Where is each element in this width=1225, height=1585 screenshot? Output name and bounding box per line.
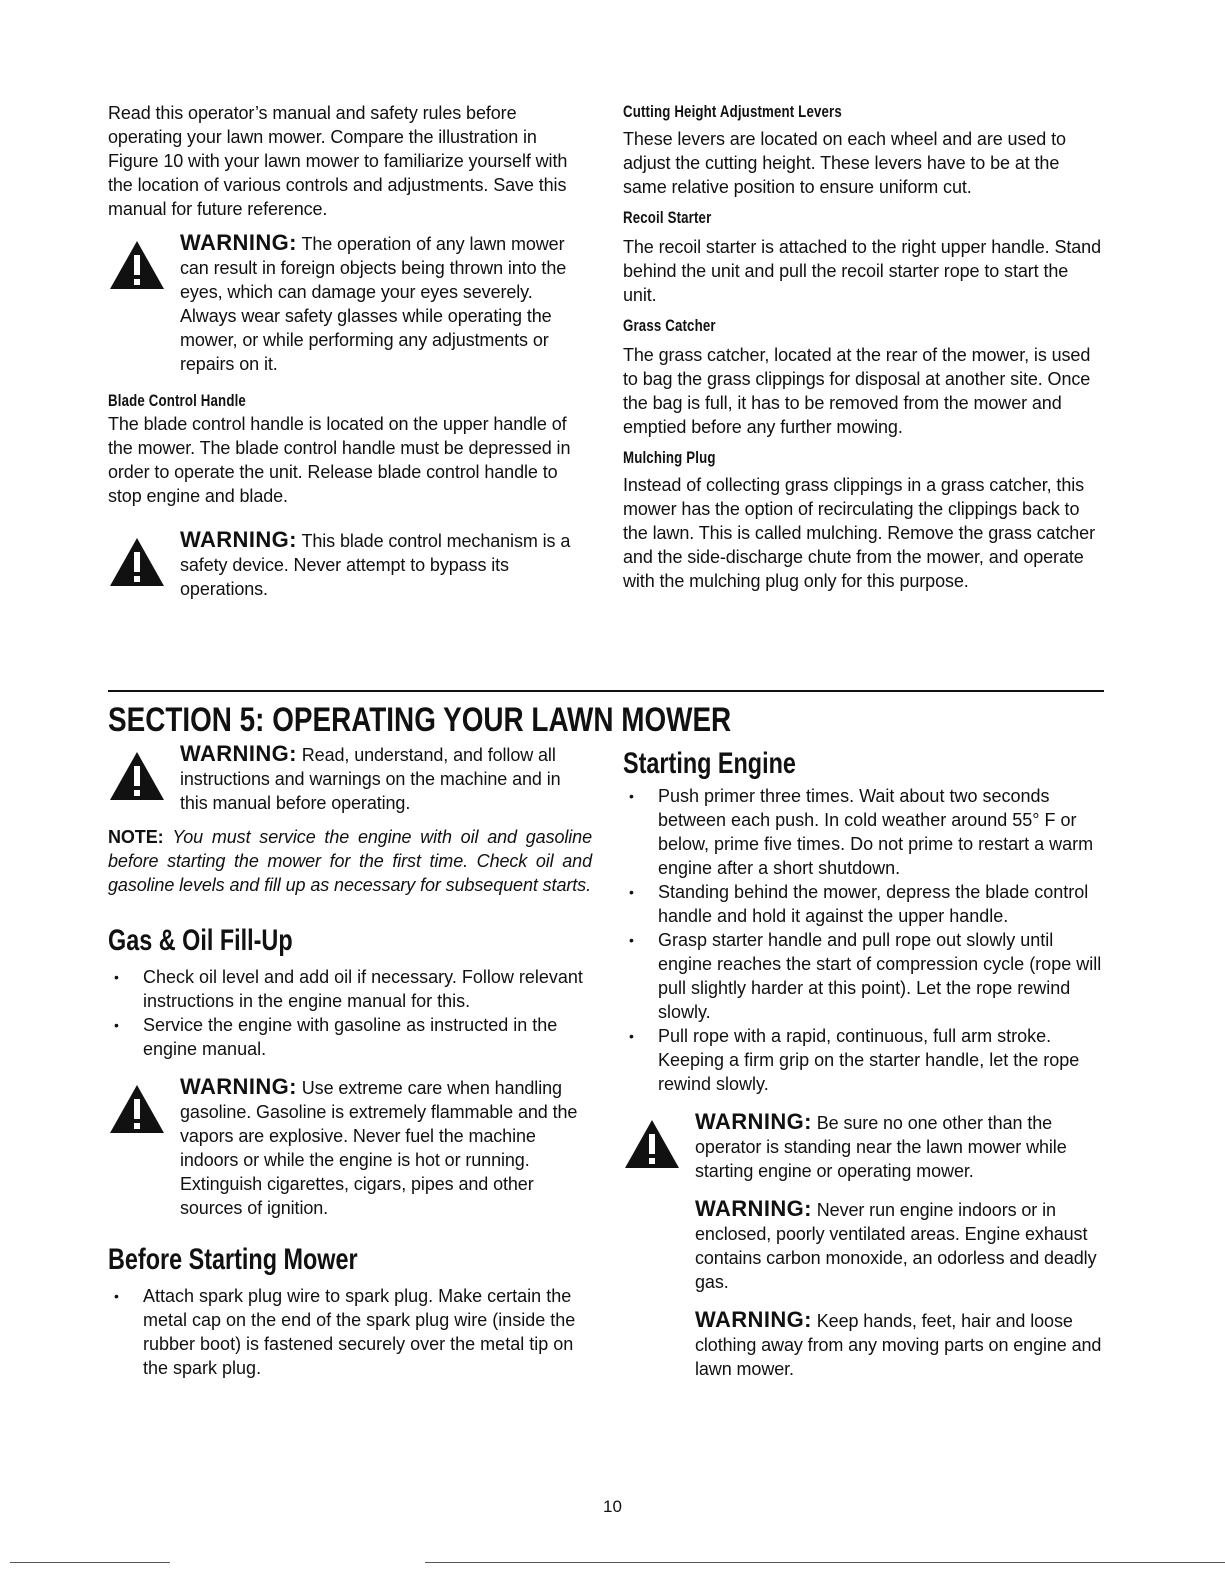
warning-eye-safety xyxy=(108,231,588,376)
top-right-column xyxy=(623,101,1105,593)
note-label: NOTE: xyxy=(108,827,164,847)
before-starting-list xyxy=(108,1284,592,1380)
warning-triangle-icon xyxy=(108,536,166,588)
warning-label: WARNING: xyxy=(180,1074,297,1099)
warning-label: WARNING: xyxy=(695,1196,812,1221)
note-paragraph xyxy=(108,825,592,897)
warning-triangle-icon xyxy=(623,1118,681,1170)
list-item: • Grasp starter handle and pull rope out slowly until engine reaches the start of compression cycle (rope will pull slightly harder at this point). Let the rope rewind slowly. xyxy=(623,928,1107,1024)
list-item: • Standing behind the mower, depress the blade control handle and hold it against the upper handle. xyxy=(623,880,1107,928)
gas-oil-heading: Gas & Oil Fill-Up xyxy=(108,924,293,957)
warning-text: Be sure no one other than the operator is standing near the lawn mower while starting engine or operating mower. xyxy=(695,1113,1067,1181)
scan-artifact-line xyxy=(425,1562,1225,1563)
warning-label: WARNING: xyxy=(180,741,297,766)
blade-control-heading: Blade Control Handle xyxy=(108,391,246,410)
cutting-height-heading: Cutting Height Adjustment Levers xyxy=(623,102,842,121)
grass-catcher-text: The grass catcher, located at the rear of the mower, is used to bag the grass clippings for disposal at another site. Once the bag is full, it has to be removed from the mower and emptied before any further mowing. xyxy=(623,345,1091,437)
warning-gasoline xyxy=(108,1075,592,1220)
scan-artifact-line xyxy=(10,1562,170,1563)
warning-text: Use extreme care when handling gasoline. Gasoline is extremely flammable and the vapors are explosive. Never fuel the machine indoors or while the engine is hot or running. Extinguish cigarettes, cigars, pipes and other sources of ignition. xyxy=(180,1078,578,1218)
bottom-right-column xyxy=(623,746,1107,1381)
note-text: You must service the engine with oil and gasoline before starting the mower for the first time. Check oil and gasoline levels and fill up as necessary for subsequent starts. xyxy=(108,827,593,895)
list-item: • Pull rope with a rapid, continuous, full arm stroke. Keeping a firm grip on the starter handle, let the rope rewind slowly. xyxy=(623,1024,1107,1096)
warning-triangle-icon xyxy=(108,239,166,291)
starting-engine-heading: Starting Engine xyxy=(623,747,796,780)
warning-label: WARNING: xyxy=(695,1109,812,1134)
warning-text: This blade control mechanism is a safety device. Never attempt to bypass its operations. xyxy=(180,531,571,599)
starting-engine-list xyxy=(623,784,1107,1096)
warning-label: WARNING: xyxy=(695,1307,812,1332)
list-item: • Attach spark plug wire to spark plug. Make certain the metal cap on the end of the spark plug wire (inside the rubber boot) is fastened securely over the metal tip on the spark plug. xyxy=(108,1284,592,1380)
intro-paragraph: Read this operator’s manual and safety rules before operating your lawn mower. Compare the illustration in Figure 10 with your lawn mower to familiarize yourself with the location of various controls and adjustments. Save this manual for future reference. xyxy=(108,103,568,219)
mulching-plug-text: Instead of collecting grass clippings in a grass catcher, this mower has the option of recirculating the clippings back to the lawn. This is called mulching. Remove the grass catcher and the side-discharge chute from the mower, and operate with the mulching plug only for this purpose. xyxy=(623,475,1095,591)
warning-text: Keep hands, feet, hair and loose clothing away from any moving parts on engine and lawn mower. xyxy=(695,1311,1102,1379)
section-title: SECTION 5: OPERATING YOUR LAWN MOWER xyxy=(108,701,732,739)
cutting-height-text: These levers are located on each wheel and are used to adjust the cutting height. These levers have to be at the same relative position to ensure uniform cut. xyxy=(623,129,1066,197)
warning-triangle-icon xyxy=(108,750,166,802)
bottom-left-column xyxy=(108,742,592,1380)
before-starting-heading: Before Starting Mower xyxy=(108,1243,358,1276)
warning-text: The operation of any lawn mower can result in foreign objects being thrown into the eyes, which can damage your eyes severely. Always wear safety glasses while operating the mower, or while performing any adjustments or repairs on it. xyxy=(180,234,567,374)
recoil-starter-heading: Recoil Starter xyxy=(623,208,712,227)
warning-bystanders xyxy=(623,1110,1107,1183)
list-item: • Check oil level and add oil if necessary. Follow relevant instructions in the engine manual for this. xyxy=(108,965,592,1013)
section-divider xyxy=(108,690,1104,692)
warning-bypass xyxy=(108,528,588,601)
warning-indoors xyxy=(623,1197,1107,1294)
blade-control-text: The blade control handle is located on the upper handle of the mower. The blade control handle must be depressed in order to operate the unit. Release blade control handle to stop engine and blade. xyxy=(108,414,571,506)
warning-triangle-icon xyxy=(108,1083,166,1135)
warning-text: Read, understand, and follow all instructions and warnings on the machine and in this manual before operating. xyxy=(180,745,561,813)
recoil-starter-text: The recoil starter is attached to the right upper handle. Stand behind the unit and pull the recoil starter rope to start the unit. xyxy=(623,237,1101,305)
warning-read-manual xyxy=(108,742,592,815)
warning-text: Never run engine indoors or in enclosed, poorly ventilated areas. Engine exhaust contains carbon monoxide, an odorless and deadly gas. xyxy=(695,1200,1097,1292)
gas-oil-list xyxy=(108,965,592,1061)
top-left-column xyxy=(108,101,588,601)
list-item: • Service the engine with gasoline as instructed in the engine manual. xyxy=(108,1013,592,1061)
grass-catcher-heading: Grass Catcher xyxy=(623,316,716,335)
warning-moving-parts xyxy=(623,1308,1107,1381)
page-number: 10 xyxy=(603,1497,622,1516)
list-item: • Push primer three times. Wait about two seconds between each push. In cold weather around 55° F or below, prime five times. Do not prime to restart a warm engine after a short shutdown. xyxy=(623,784,1107,880)
warning-label: WARNING: xyxy=(180,527,297,552)
mulching-plug-heading: Mulching Plug xyxy=(623,448,716,467)
warning-label: WARNING: xyxy=(180,230,297,255)
